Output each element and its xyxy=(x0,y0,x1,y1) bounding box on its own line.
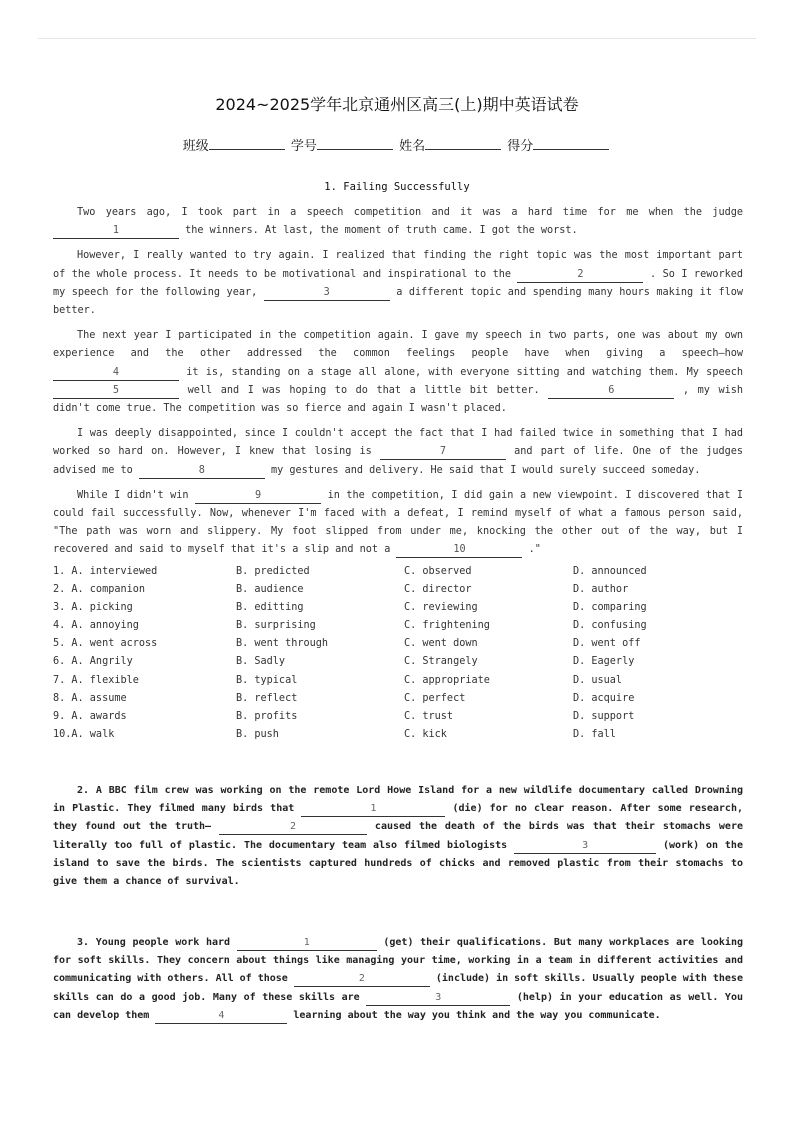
option-row-5 xyxy=(53,638,743,656)
option[interactable]: B. predicted xyxy=(236,566,310,577)
option[interactable]: C. reviewing xyxy=(404,602,478,614)
option[interactable]: C. went down xyxy=(404,638,478,650)
option[interactable]: B. reflect xyxy=(236,692,298,704)
name-label: 姓名 xyxy=(399,139,426,154)
option-row-2 xyxy=(53,584,743,602)
option[interactable]: B. typical xyxy=(236,674,298,686)
option-row-3 xyxy=(53,602,743,620)
option[interactable]: D. Eagerly xyxy=(573,656,635,668)
s2-blank-1[interactable]: 1 xyxy=(301,803,445,817)
blank-6[interactable]: 6 xyxy=(548,385,674,399)
option[interactable]: 2. A. companion xyxy=(53,584,146,596)
student-info-row xyxy=(0,135,794,154)
blank-2[interactable]: 2 xyxy=(517,269,643,283)
blank-10[interactable]: 10 xyxy=(396,544,522,558)
option[interactable]: B. audience xyxy=(236,584,304,596)
s3-blank-4[interactable]: 4 xyxy=(155,1010,287,1024)
option[interactable]: B. editting xyxy=(236,602,304,614)
paragraph-5: While I didn't win 9 in the competition, I did gain a new viewpoint. I discovered that I could fail successfully. Now, whenever I'm faced with a defeat, I remind myself of what a famous person said, "The path was worn and slippery. My foot slipped from under me, knocking the other out of the way, but I recovered and said to myself that it's a slip and not a 10 ." xyxy=(53,487,743,560)
option[interactable]: C. kick xyxy=(404,728,447,740)
s3-blank-1[interactable]: 1 xyxy=(237,937,377,951)
score-label: 得分 xyxy=(507,139,534,154)
blank-9[interactable]: 9 xyxy=(195,490,321,504)
option-row-8 xyxy=(53,693,743,711)
paragraph-3: The next year I participated in the competition again. I gave my speech in two parts, one was about my own experience and the other addressed the common feelings people have when giving a speech—how 4 it is, standing on a stage all alone, with everyone sitting and watching them. My speech 5 well and I was hoping to do that a little bit better. 6 , my wish didn't come true. The competition was so fierce and again I wasn't placed. xyxy=(53,330,743,415)
class-field[interactable] xyxy=(209,137,285,150)
paragraph-2: However, I really wanted to try again. I realized that finding the right topic was the most important part of the whole process. It needs to be motivational and inspirational to the 2 . So I reworked my speech for the following year, 3 a different topic and spending many hours making it flow better. xyxy=(53,250,743,317)
blank-8[interactable]: 8 xyxy=(139,465,265,479)
option[interactable]: 5. A. went across xyxy=(53,638,158,650)
page-top-rule xyxy=(38,38,756,39)
option[interactable]: 10.A. walk xyxy=(53,728,115,740)
option-row-7 xyxy=(53,675,743,693)
blank-3[interactable]: 3 xyxy=(264,287,390,301)
paragraph-4: I was deeply disappointed, since I couldn't accept the fact that I had failed twice in something that I had worked so hard on. However, I knew that losing is 7 and part of life. One of the judges advised me to 8 my gestures and delivery. He said that I would surely succeed someday. xyxy=(53,425,743,480)
option[interactable]: C. director xyxy=(404,584,472,596)
s2-blank-2[interactable]: 2 xyxy=(219,821,367,835)
option[interactable]: B. profits xyxy=(236,710,298,722)
option[interactable]: D. author xyxy=(573,584,629,596)
option[interactable]: 6. A. Angrily xyxy=(53,656,133,668)
option[interactable]: B. Sadly xyxy=(236,656,286,668)
option[interactable]: B. push xyxy=(236,728,279,740)
option[interactable]: 9. A. awards xyxy=(53,710,127,722)
option[interactable]: 3. A. picking xyxy=(53,602,133,614)
option[interactable]: D. confusing xyxy=(573,620,647,632)
option[interactable]: D. announced xyxy=(573,566,647,577)
option-row-10 xyxy=(53,729,743,747)
section2-passage: 2. A BBC film crew was working on the remote Lord Howe Island for a new wildlife documentary called Drowning in Plastic. They filmed many birds that 1 (die) for no clear reason. After some research, they found out the truth— 2 caused the death of the birds was that their stomachs were literally too full of plastic. The documentary team also filmed biologists 3 (work) on the island to save the birds. The scientists captured hundreds of chicks and removed plastic from their stomachs to give them a chance of survival. xyxy=(53,785,743,888)
option[interactable]: C. trust xyxy=(404,710,454,722)
option-row-1 xyxy=(53,566,743,584)
class-label: 班级 xyxy=(182,139,209,154)
option[interactable]: C. appropriate xyxy=(404,674,490,686)
option-row-4 xyxy=(53,620,743,638)
section3-passage: 3. Young people work hard 1 (get) their qualifications. But many workplaces are looking for soft skills. They concern about things like managing your time, working in a team in different activities and communicating with others. All of those 2 (include) in soft skills. Usually people with these skills can do a good job. Many of these skills are 3 (help) in your education as well. You can develop them 4 learning about the way you think and the way you communicate. xyxy=(53,934,743,1025)
option[interactable]: D. fall xyxy=(573,728,616,740)
option[interactable]: B. surprising xyxy=(236,620,316,632)
option[interactable]: C. frightening xyxy=(404,620,490,632)
blank-4[interactable]: 4 xyxy=(53,367,179,381)
option[interactable]: D. usual xyxy=(573,674,623,686)
blank-5[interactable]: 5 xyxy=(53,385,179,399)
option[interactable]: C. Strangely xyxy=(404,656,478,668)
section1-passage xyxy=(53,204,743,560)
s3-blank-2[interactable]: 2 xyxy=(294,973,430,987)
option-row-9 xyxy=(53,711,743,729)
student-id-field[interactable] xyxy=(317,137,393,150)
option[interactable]: C. perfect xyxy=(404,692,466,704)
student-id-label: 学号 xyxy=(290,139,317,154)
options-table xyxy=(53,566,743,747)
option[interactable]: D. acquire xyxy=(573,692,635,704)
option[interactable]: 1. A. interviewed xyxy=(53,566,158,577)
option[interactable]: C. observed xyxy=(404,566,472,577)
blank-1[interactable]: 1 xyxy=(53,225,179,239)
option[interactable]: D. comparing xyxy=(573,602,647,614)
blank-7[interactable]: 7 xyxy=(380,446,506,460)
option[interactable]: D. support xyxy=(573,710,635,722)
section1-title: 1. Failing Successfully xyxy=(324,181,470,193)
score-field[interactable] xyxy=(533,137,609,150)
name-field[interactable] xyxy=(425,137,501,150)
exam-title: 2024~2025学年北京通州区高三(上)期中英语试卷 xyxy=(215,95,579,114)
s2-blank-3[interactable]: 3 xyxy=(514,840,656,854)
option[interactable]: 7. A. flexible xyxy=(53,674,139,686)
option[interactable]: D. went off xyxy=(573,638,641,650)
option[interactable]: 4. A. annoying xyxy=(53,620,139,632)
s3-blank-3[interactable]: 3 xyxy=(366,992,510,1006)
paragraph-1: Two years ago, I took part in a speech competition and it was a hard time for me when the judge 1 the winners. At last, the moment of truth came. I got the worst. xyxy=(53,204,743,240)
option-row-6 xyxy=(53,656,743,674)
option[interactable]: B. went through xyxy=(236,638,329,650)
option[interactable]: 8. A. assume xyxy=(53,692,127,704)
